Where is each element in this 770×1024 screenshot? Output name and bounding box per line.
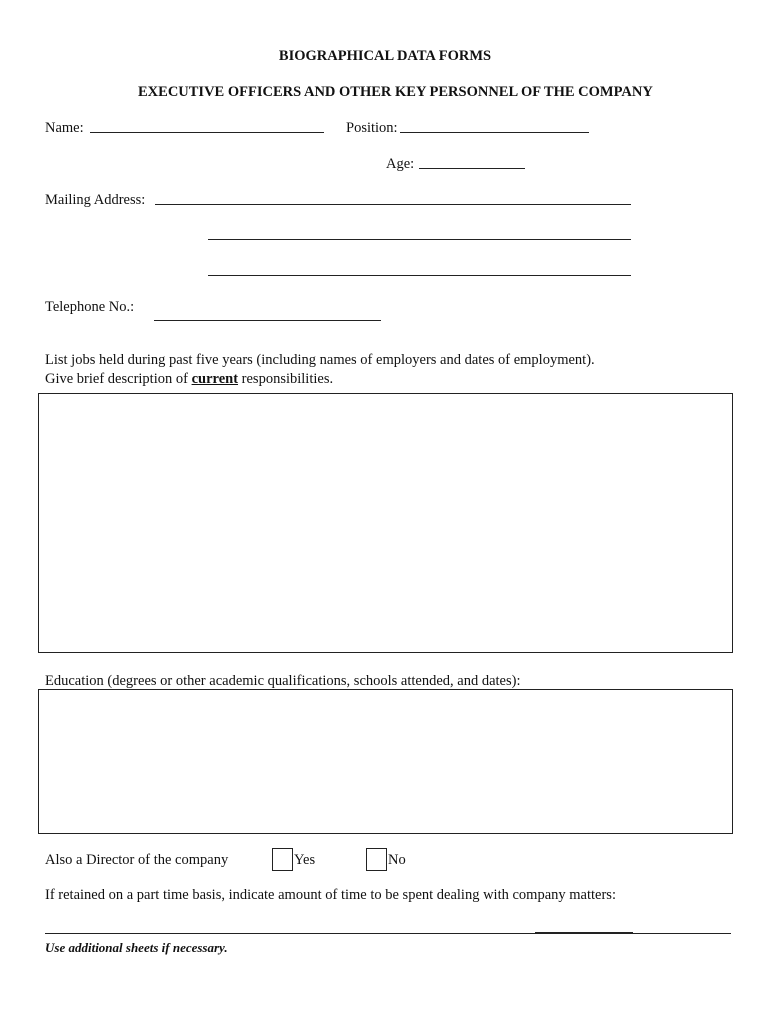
jobs-instruction-prefix: Give brief description of: [45, 371, 192, 387]
mailing-address-line-1[interactable]: [155, 204, 631, 205]
education-textbox[interactable]: [38, 689, 733, 834]
footer-note: Use additional sheets if necessary.: [45, 940, 228, 955]
age-field[interactable]: [419, 168, 525, 169]
education-label: Education (degrees or other academic qualifications, schools attended, and dates):: [45, 673, 521, 689]
footer-divider: [45, 933, 731, 934]
jobs-textbox[interactable]: [38, 393, 733, 653]
jobs-instruction-line-1: List jobs held during past five years (including names of employers and dates of employment).: [45, 352, 595, 368]
jobs-instruction-emphasis: current: [191, 371, 239, 387]
director-yes-checkbox[interactable]: [272, 848, 293, 871]
name-label: Name:: [45, 120, 84, 136]
mailing-address-line-2[interactable]: [208, 239, 631, 240]
mailing-address-line-3[interactable]: [208, 275, 631, 276]
part-time-label: If retained on a part time basis, indicate amount of time to be spent dealing with company matters:: [45, 887, 616, 903]
telephone-label: Telephone No.:: [45, 299, 135, 315]
jobs-instruction-line-2: [45, 370, 333, 388]
name-field[interactable]: [90, 132, 324, 133]
position-label: Position:: [346, 120, 398, 136]
age-label: Age:: [386, 156, 415, 172]
director-label: Also a Director of the company: [45, 852, 229, 868]
telephone-field[interactable]: [154, 320, 381, 321]
form-subtitle: EXECUTIVE OFFICERS AND OTHER KEY PERSONNEL OF THE COMPANY: [138, 84, 653, 100]
position-field[interactable]: [400, 132, 589, 133]
director-no-label: No: [388, 852, 406, 868]
director-yes-label: Yes: [294, 852, 316, 868]
mailing-address-label: Mailing Address:: [45, 192, 146, 208]
director-no-checkbox[interactable]: [366, 848, 387, 871]
jobs-instruction-suffix: responsibilities.: [238, 371, 334, 387]
form-title: BIOGRAPHICAL DATA FORMS: [278, 48, 492, 64]
